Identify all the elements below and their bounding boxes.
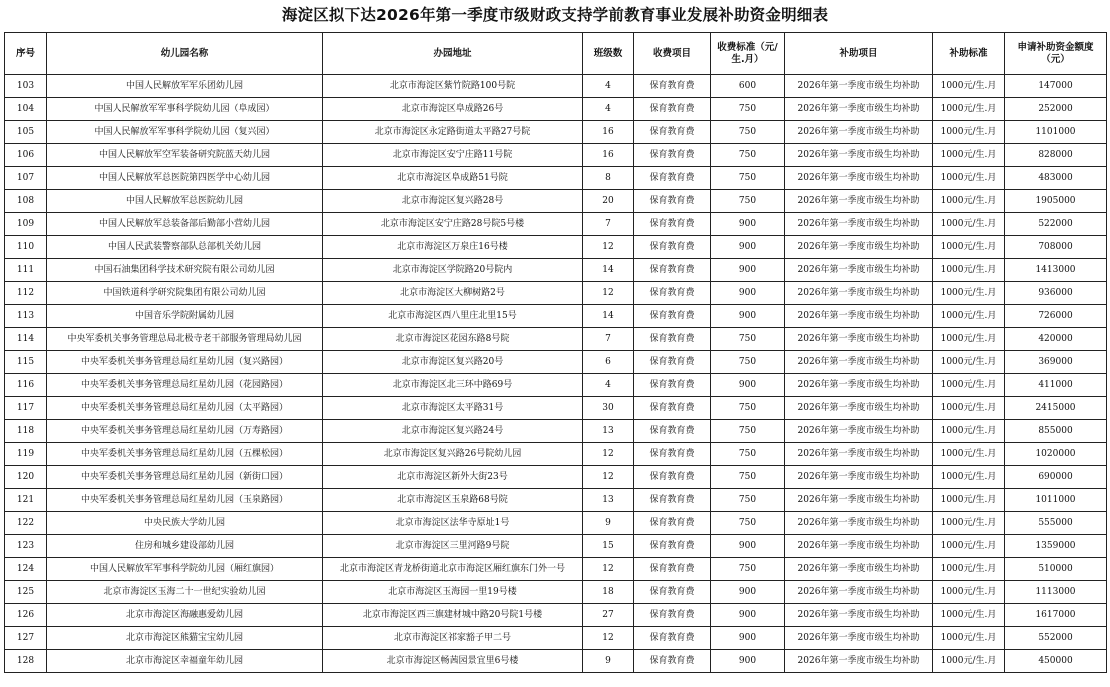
cell-seq: 119 xyxy=(5,443,47,466)
cell-subsidy-item: 2026年第一季度市级生均补助 xyxy=(785,259,933,282)
cell-fee-item: 保育教育费 xyxy=(634,397,711,420)
cell-class-count: 12 xyxy=(583,282,634,305)
table-row xyxy=(5,144,1107,167)
cell-class-count: 12 xyxy=(583,236,634,259)
cell-amount: 483000 xyxy=(1005,167,1107,190)
cell-amount: 690000 xyxy=(1005,466,1107,489)
cell-seq: 124 xyxy=(5,558,47,581)
cell-fee-standard: 750 xyxy=(711,466,785,489)
header-subsidy-standard: 补助标准 xyxy=(933,33,1005,75)
cell-fee-item: 保育教育费 xyxy=(634,75,711,98)
cell-fee-standard: 900 xyxy=(711,236,785,259)
cell-subsidy-item: 2026年第一季度市级生均补助 xyxy=(785,75,933,98)
cell-subsidy-item: 2026年第一季度市级生均补助 xyxy=(785,282,933,305)
cell-address: 北京市海淀区安宁庄路11号院 xyxy=(323,144,583,167)
cell-amount: 1905000 xyxy=(1005,190,1107,213)
cell-class-count: 18 xyxy=(583,581,634,604)
cell-subsidy-standard: 1000元/生.月 xyxy=(933,190,1005,213)
table-row xyxy=(5,121,1107,144)
cell-kindergarten-name: 中国人民解放军总装备部后勤部小营幼儿园 xyxy=(47,213,323,236)
cell-kindergarten-name: 北京市海淀区海融惠爱幼儿园 xyxy=(47,604,323,627)
cell-class-count: 13 xyxy=(583,420,634,443)
cell-subsidy-standard: 1000元/生.月 xyxy=(933,236,1005,259)
table-row xyxy=(5,604,1107,627)
cell-subsidy-item: 2026年第一季度市级生均补助 xyxy=(785,535,933,558)
cell-kindergarten-name: 中国人民解放军军事科学院幼儿园（复兴园） xyxy=(47,121,323,144)
cell-subsidy-item: 2026年第一季度市级生均补助 xyxy=(785,604,933,627)
cell-amount: 1113000 xyxy=(1005,581,1107,604)
cell-amount: 855000 xyxy=(1005,420,1107,443)
cell-kindergarten-name: 中国石油集团科学技术研究院有限公司幼儿园 xyxy=(47,259,323,282)
cell-address: 北京市海淀区复兴路26号院幼儿园 xyxy=(323,443,583,466)
table-row xyxy=(5,512,1107,535)
table-row xyxy=(5,535,1107,558)
cell-fee-item: 保育教育费 xyxy=(634,581,711,604)
cell-fee-item: 保育教育费 xyxy=(634,213,711,236)
cell-amount: 828000 xyxy=(1005,144,1107,167)
table-row xyxy=(5,98,1107,121)
cell-fee-standard: 750 xyxy=(711,558,785,581)
cell-kindergarten-name: 中央军委机关事务管理总局红星幼儿园（太平路园） xyxy=(47,397,323,420)
cell-seq: 125 xyxy=(5,581,47,604)
table-row xyxy=(5,374,1107,397)
cell-address: 北京市海淀区法华寺原址1号 xyxy=(323,512,583,535)
cell-class-count: 27 xyxy=(583,604,634,627)
cell-class-count: 7 xyxy=(583,213,634,236)
cell-subsidy-standard: 1000元/生.月 xyxy=(933,650,1005,673)
cell-fee-item: 保育教育费 xyxy=(634,190,711,213)
header-fee-item: 收费项目 xyxy=(634,33,711,75)
table-row xyxy=(5,282,1107,305)
cell-subsidy-item: 2026年第一季度市级生均补助 xyxy=(785,443,933,466)
cell-class-count: 4 xyxy=(583,75,634,98)
cell-subsidy-item: 2026年第一季度市级生均补助 xyxy=(785,213,933,236)
cell-subsidy-standard: 1000元/生.月 xyxy=(933,466,1005,489)
table-row xyxy=(5,627,1107,650)
cell-class-count: 9 xyxy=(583,512,634,535)
cell-class-count: 12 xyxy=(583,466,634,489)
cell-seq: 105 xyxy=(5,121,47,144)
cell-fee-item: 保育教育费 xyxy=(634,167,711,190)
cell-class-count: 20 xyxy=(583,190,634,213)
cell-address: 北京市海淀区万泉庄16号楼 xyxy=(323,236,583,259)
cell-seq: 110 xyxy=(5,236,47,259)
cell-fee-item: 保育教育费 xyxy=(634,420,711,443)
cell-amount: 522000 xyxy=(1005,213,1107,236)
table-row xyxy=(5,213,1107,236)
cell-fee-standard: 900 xyxy=(711,535,785,558)
cell-kindergarten-name: 中央军委机关事务管理总局北极寺老干部服务管理局幼儿园 xyxy=(47,328,323,351)
cell-address: 北京市海淀区复兴路28号 xyxy=(323,190,583,213)
cell-subsidy-item: 2026年第一季度市级生均补助 xyxy=(785,98,933,121)
cell-subsidy-item: 2026年第一季度市级生均补助 xyxy=(785,397,933,420)
cell-fee-standard: 750 xyxy=(711,512,785,535)
cell-address: 北京市海淀区阜成路26号 xyxy=(323,98,583,121)
cell-subsidy-standard: 1000元/生.月 xyxy=(933,558,1005,581)
cell-kindergarten-name: 北京市海淀区玉海二十一世纪实验幼儿园 xyxy=(47,581,323,604)
cell-class-count: 4 xyxy=(583,374,634,397)
cell-kindergarten-name: 中央民族大学幼儿园 xyxy=(47,512,323,535)
cell-kindergarten-name: 中国铁道科学研究院集团有限公司幼儿园 xyxy=(47,282,323,305)
cell-class-count: 6 xyxy=(583,351,634,374)
cell-seq: 117 xyxy=(5,397,47,420)
cell-class-count: 15 xyxy=(583,535,634,558)
cell-seq: 108 xyxy=(5,190,47,213)
cell-address: 北京市海淀区三里河路9号院 xyxy=(323,535,583,558)
cell-fee-standard: 750 xyxy=(711,190,785,213)
cell-address: 北京市海淀区西八里庄北里15号 xyxy=(323,305,583,328)
cell-seq: 103 xyxy=(5,75,47,98)
cell-subsidy-standard: 1000元/生.月 xyxy=(933,121,1005,144)
cell-address: 北京市海淀区大柳树路2号 xyxy=(323,282,583,305)
cell-seq: 126 xyxy=(5,604,47,627)
cell-subsidy-standard: 1000元/生.月 xyxy=(933,397,1005,420)
cell-fee-standard: 750 xyxy=(711,144,785,167)
cell-subsidy-item: 2026年第一季度市级生均补助 xyxy=(785,144,933,167)
cell-subsidy-standard: 1000元/生.月 xyxy=(933,581,1005,604)
cell-class-count: 13 xyxy=(583,489,634,512)
cell-seq: 115 xyxy=(5,351,47,374)
cell-amount: 726000 xyxy=(1005,305,1107,328)
cell-fee-standard: 750 xyxy=(711,397,785,420)
cell-kindergarten-name: 住房和城乡建设部幼儿园 xyxy=(47,535,323,558)
cell-amount: 1101000 xyxy=(1005,121,1107,144)
cell-kindergarten-name: 中央军委机关事务管理总局红星幼儿园（复兴路园） xyxy=(47,351,323,374)
table-row xyxy=(5,259,1107,282)
cell-address: 北京市海淀区新外大街23号 xyxy=(323,466,583,489)
cell-subsidy-item: 2026年第一季度市级生均补助 xyxy=(785,305,933,328)
cell-subsidy-standard: 1000元/生.月 xyxy=(933,535,1005,558)
cell-fee-item: 保育教育费 xyxy=(634,627,711,650)
subsidy-table xyxy=(4,32,1107,673)
cell-kindergarten-name: 中央军委机关事务管理总局红星幼儿园（新街口园） xyxy=(47,466,323,489)
cell-seq: 123 xyxy=(5,535,47,558)
header-classes: 班级数 xyxy=(583,33,634,75)
document-title: 海淀区拟下达2026年第一季度市级财政支持学前教育事业发展补助资金明细表 xyxy=(281,6,829,24)
cell-subsidy-item: 2026年第一季度市级生均补助 xyxy=(785,466,933,489)
cell-address: 北京市海淀区学院路20号院内 xyxy=(323,259,583,282)
cell-amount: 936000 xyxy=(1005,282,1107,305)
cell-fee-standard: 900 xyxy=(711,627,785,650)
cell-fee-standard: 600 xyxy=(711,75,785,98)
cell-fee-item: 保育教育费 xyxy=(634,535,711,558)
cell-address: 北京市海淀区北三环中路69号 xyxy=(323,374,583,397)
cell-amount: 420000 xyxy=(1005,328,1107,351)
cell-subsidy-standard: 1000元/生.月 xyxy=(933,328,1005,351)
cell-seq: 104 xyxy=(5,98,47,121)
cell-fee-item: 保育教育费 xyxy=(634,121,711,144)
cell-fee-item: 保育教育费 xyxy=(634,236,711,259)
cell-fee-standard: 750 xyxy=(711,351,785,374)
cell-address: 北京市海淀区玉海园一里19号楼 xyxy=(323,581,583,604)
cell-address: 北京市海淀区畅茜园景宜里6号楼 xyxy=(323,650,583,673)
cell-class-count: 14 xyxy=(583,259,634,282)
cell-kindergarten-name: 中国人民解放军军事科学院幼儿园（阜成园） xyxy=(47,98,323,121)
header-address: 办园地址 xyxy=(323,33,583,75)
cell-class-count: 14 xyxy=(583,305,634,328)
cell-fee-standard: 750 xyxy=(711,420,785,443)
cell-subsidy-standard: 1000元/生.月 xyxy=(933,144,1005,167)
cell-subsidy-item: 2026年第一季度市级生均补助 xyxy=(785,627,933,650)
cell-seq: 114 xyxy=(5,328,47,351)
header-subsidy-item: 补助项目 xyxy=(785,33,933,75)
cell-subsidy-item: 2026年第一季度市级生均补助 xyxy=(785,328,933,351)
cell-subsidy-standard: 1000元/生.月 xyxy=(933,374,1005,397)
cell-subsidy-item: 2026年第一季度市级生均补助 xyxy=(785,420,933,443)
cell-amount: 147000 xyxy=(1005,75,1107,98)
table-row xyxy=(5,328,1107,351)
cell-seq: 111 xyxy=(5,259,47,282)
table-row xyxy=(5,190,1107,213)
cell-seq: 128 xyxy=(5,650,47,673)
cell-kindergarten-name: 北京市海淀区幸福童年幼儿园 xyxy=(47,650,323,673)
table-row xyxy=(5,489,1107,512)
cell-class-count: 9 xyxy=(583,650,634,673)
cell-fee-standard: 900 xyxy=(711,650,785,673)
cell-address: 北京市海淀区玉泉路68号院 xyxy=(323,489,583,512)
table-row xyxy=(5,351,1107,374)
cell-fee-standard: 750 xyxy=(711,98,785,121)
cell-fee-item: 保育教育费 xyxy=(634,351,711,374)
cell-class-count: 16 xyxy=(583,121,634,144)
cell-fee-standard: 900 xyxy=(711,374,785,397)
cell-address: 北京市海淀区花园东路8号院 xyxy=(323,328,583,351)
cell-kindergarten-name: 中国人民武装警察部队总部机关幼儿园 xyxy=(47,236,323,259)
cell-class-count: 4 xyxy=(583,98,634,121)
cell-seq: 109 xyxy=(5,213,47,236)
cell-fee-item: 保育教育费 xyxy=(634,305,711,328)
cell-subsidy-item: 2026年第一季度市级生均补助 xyxy=(785,121,933,144)
cell-subsidy-standard: 1000元/生.月 xyxy=(933,512,1005,535)
table-row xyxy=(5,75,1107,98)
cell-class-count: 8 xyxy=(583,167,634,190)
cell-fee-standard: 900 xyxy=(711,282,785,305)
header-amount: 申请补助资金额度（元） xyxy=(1005,33,1107,75)
cell-fee-standard: 750 xyxy=(711,328,785,351)
cell-subsidy-item: 2026年第一季度市级生均补助 xyxy=(785,374,933,397)
header-seq: 序号 xyxy=(5,33,47,75)
cell-fee-standard: 750 xyxy=(711,443,785,466)
cell-kindergarten-name: 中央军委机关事务管理总局红星幼儿园（万寿路园） xyxy=(47,420,323,443)
cell-amount: 252000 xyxy=(1005,98,1107,121)
cell-subsidy-standard: 1000元/生.月 xyxy=(933,75,1005,98)
table-row xyxy=(5,167,1107,190)
cell-class-count: 7 xyxy=(583,328,634,351)
cell-address: 北京市海淀区复兴路24号 xyxy=(323,420,583,443)
cell-address: 北京市海淀区阜成路51号院 xyxy=(323,167,583,190)
cell-class-count: 12 xyxy=(583,558,634,581)
cell-kindergarten-name: 中国人民解放军空军装备研究院蓝天幼儿园 xyxy=(47,144,323,167)
cell-amount: 555000 xyxy=(1005,512,1107,535)
cell-amount: 708000 xyxy=(1005,236,1107,259)
cell-seq: 121 xyxy=(5,489,47,512)
cell-fee-standard: 900 xyxy=(711,581,785,604)
cell-fee-item: 保育教育费 xyxy=(634,144,711,167)
cell-amount: 510000 xyxy=(1005,558,1107,581)
cell-address: 北京市海淀区青龙桥街道北京市海淀区厢红旗东门外一号 xyxy=(323,558,583,581)
cell-subsidy-standard: 1000元/生.月 xyxy=(933,351,1005,374)
cell-class-count: 12 xyxy=(583,443,634,466)
cell-address: 北京市海淀区西三旗建材城中路20号院1号楼 xyxy=(323,604,583,627)
cell-address: 北京市海淀区复兴路20号 xyxy=(323,351,583,374)
cell-subsidy-item: 2026年第一季度市级生均补助 xyxy=(785,190,933,213)
cell-subsidy-standard: 1000元/生.月 xyxy=(933,489,1005,512)
cell-seq: 120 xyxy=(5,466,47,489)
cell-subsidy-item: 2026年第一季度市级生均补助 xyxy=(785,236,933,259)
cell-kindergarten-name: 北京市海淀区熊猫宝宝幼儿园 xyxy=(47,627,323,650)
cell-amount: 411000 xyxy=(1005,374,1107,397)
cell-amount: 369000 xyxy=(1005,351,1107,374)
cell-subsidy-item: 2026年第一季度市级生均补助 xyxy=(785,558,933,581)
cell-kindergarten-name: 中央军委机关事务管理总局红星幼儿园（花园路园） xyxy=(47,374,323,397)
cell-kindergarten-name: 中国音乐学院附属幼儿园 xyxy=(47,305,323,328)
cell-address: 北京市海淀区紫竹院路100号院 xyxy=(323,75,583,98)
table-row xyxy=(5,443,1107,466)
cell-fee-item: 保育教育费 xyxy=(634,512,711,535)
cell-class-count: 30 xyxy=(583,397,634,420)
cell-address: 北京市海淀区永定路街道太平路27号院 xyxy=(323,121,583,144)
cell-subsidy-standard: 1000元/生.月 xyxy=(933,213,1005,236)
table-row xyxy=(5,466,1107,489)
cell-address: 北京市海淀区安宁庄路28号院5号楼 xyxy=(323,213,583,236)
header-row xyxy=(5,33,1107,75)
cell-amount: 552000 xyxy=(1005,627,1107,650)
cell-fee-standard: 900 xyxy=(711,213,785,236)
cell-amount: 1011000 xyxy=(1005,489,1107,512)
cell-fee-item: 保育教育费 xyxy=(634,489,711,512)
cell-fee-standard: 900 xyxy=(711,604,785,627)
cell-kindergarten-name: 中国人民解放军军事科学院幼儿园（厢红旗园） xyxy=(47,558,323,581)
cell-kindergarten-name: 中国人民解放军总医院第四医学中心幼儿园 xyxy=(47,167,323,190)
cell-kindergarten-name: 中国人民解放军军乐团幼儿园 xyxy=(47,75,323,98)
cell-fee-standard: 900 xyxy=(711,259,785,282)
cell-fee-standard: 750 xyxy=(711,121,785,144)
cell-amount: 450000 xyxy=(1005,650,1107,673)
cell-fee-item: 保育教育费 xyxy=(634,466,711,489)
cell-subsidy-item: 2026年第一季度市级生均补助 xyxy=(785,489,933,512)
cell-subsidy-standard: 1000元/生.月 xyxy=(933,604,1005,627)
table-row xyxy=(5,305,1107,328)
table-row xyxy=(5,420,1107,443)
cell-seq: 116 xyxy=(5,374,47,397)
table-body xyxy=(5,75,1107,673)
cell-subsidy-item: 2026年第一季度市级生均补助 xyxy=(785,581,933,604)
table-row xyxy=(5,236,1107,259)
cell-fee-item: 保育教育费 xyxy=(634,604,711,627)
cell-seq: 127 xyxy=(5,627,47,650)
cell-fee-item: 保育教育费 xyxy=(634,98,711,121)
cell-subsidy-item: 2026年第一季度市级生均补助 xyxy=(785,650,933,673)
cell-address: 北京市海淀区祁家豁子甲二号 xyxy=(323,627,583,650)
cell-subsidy-standard: 1000元/生.月 xyxy=(933,259,1005,282)
cell-subsidy-item: 2026年第一季度市级生均补助 xyxy=(785,351,933,374)
header-fee-standard: 收费标准（元/生.月） xyxy=(711,33,785,75)
cell-amount: 2415000 xyxy=(1005,397,1107,420)
table-row xyxy=(5,397,1107,420)
cell-subsidy-standard: 1000元/生.月 xyxy=(933,443,1005,466)
cell-amount: 1020000 xyxy=(1005,443,1107,466)
header-name: 幼儿园名称 xyxy=(47,33,323,75)
cell-subsidy-standard: 1000元/生.月 xyxy=(933,627,1005,650)
cell-subsidy-standard: 1000元/生.月 xyxy=(933,305,1005,328)
cell-fee-item: 保育教育费 xyxy=(634,328,711,351)
table-row xyxy=(5,558,1107,581)
cell-fee-standard: 750 xyxy=(711,167,785,190)
cell-fee-item: 保育教育费 xyxy=(634,443,711,466)
cell-subsidy-standard: 1000元/生.月 xyxy=(933,167,1005,190)
cell-seq: 112 xyxy=(5,282,47,305)
cell-fee-item: 保育教育费 xyxy=(634,282,711,305)
cell-subsidy-standard: 1000元/生.月 xyxy=(933,282,1005,305)
cell-kindergarten-name: 中央军委机关事务管理总局红星幼儿园（五棵松园） xyxy=(47,443,323,466)
cell-class-count: 12 xyxy=(583,627,634,650)
cell-amount: 1617000 xyxy=(1005,604,1107,627)
cell-fee-item: 保育教育费 xyxy=(634,650,711,673)
cell-fee-standard: 750 xyxy=(711,489,785,512)
cell-subsidy-standard: 1000元/生.月 xyxy=(933,98,1005,121)
cell-seq: 118 xyxy=(5,420,47,443)
cell-amount: 1413000 xyxy=(1005,259,1107,282)
table-row xyxy=(5,650,1107,673)
cell-address: 北京市海淀区太平路31号 xyxy=(323,397,583,420)
cell-fee-item: 保育教育费 xyxy=(634,558,711,581)
table-row xyxy=(5,581,1107,604)
cell-class-count: 16 xyxy=(583,144,634,167)
cell-fee-item: 保育教育费 xyxy=(634,259,711,282)
cell-kindergarten-name: 中国人民解放军总医院幼儿园 xyxy=(47,190,323,213)
cell-fee-standard: 900 xyxy=(711,305,785,328)
cell-seq: 122 xyxy=(5,512,47,535)
cell-subsidy-item: 2026年第一季度市级生均补助 xyxy=(785,512,933,535)
cell-subsidy-item: 2026年第一季度市级生均补助 xyxy=(785,167,933,190)
cell-amount: 1359000 xyxy=(1005,535,1107,558)
cell-seq: 107 xyxy=(5,167,47,190)
cell-seq: 106 xyxy=(5,144,47,167)
cell-seq: 113 xyxy=(5,305,47,328)
cell-subsidy-standard: 1000元/生.月 xyxy=(933,420,1005,443)
cell-kindergarten-name: 中央军委机关事务管理总局红星幼儿园（玉泉路园） xyxy=(47,489,323,512)
cell-fee-item: 保育教育费 xyxy=(634,374,711,397)
